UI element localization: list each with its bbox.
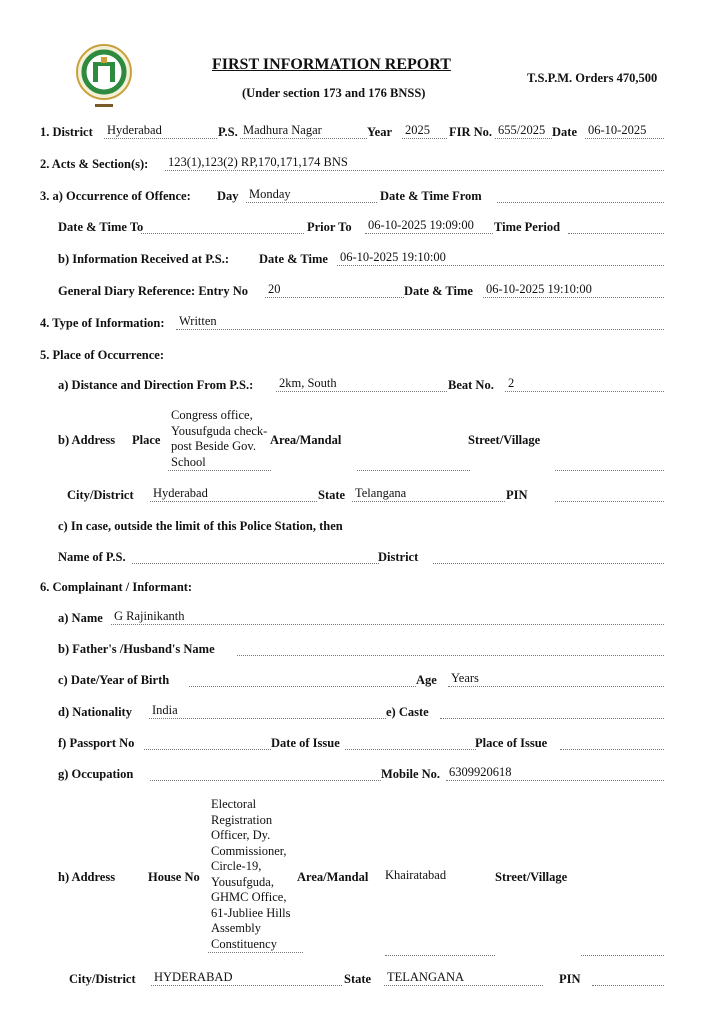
telangana-emblem-icon: [68, 42, 140, 112]
gd-datetime-label: Date & Time: [404, 284, 473, 298]
dob-label: c) Date/Year of Birth: [58, 673, 170, 687]
complainant-area-mandal-label: Area/Mandal: [297, 870, 369, 884]
complainant-state-field[interactable]: TELANGANA: [384, 970, 543, 986]
occupation-field[interactable]: [150, 765, 381, 781]
complainant-pin-label: PIN: [559, 972, 581, 986]
street-village-label: Street/Village: [468, 433, 541, 447]
info-received-datetime-field[interactable]: 06-10-2025 19:10:00: [337, 250, 664, 266]
time-period-field[interactable]: [568, 218, 664, 234]
complainant-label: 6. Complainant / Informant:: [40, 580, 193, 594]
ps-field[interactable]: Madhura Nagar: [240, 123, 367, 139]
other-district-label: District: [378, 550, 419, 564]
acts-sections-label: 2. Acts & Section(s):: [40, 157, 149, 171]
mobile-no-label: Mobile No.: [381, 767, 441, 781]
pin-field[interactable]: [555, 486, 664, 502]
house-no-label: House No: [148, 870, 200, 884]
type-of-info-label: 4. Type of Information:: [40, 316, 165, 330]
state-field[interactable]: Telangana: [352, 486, 505, 502]
address-label: b) Address: [58, 433, 116, 447]
orders-reference: T.S.P.M. Orders 470,500: [527, 71, 658, 85]
age-label: Age: [416, 673, 437, 687]
complainant-street-village-field[interactable]: [581, 940, 664, 956]
date-time-to-field[interactable]: [141, 218, 304, 234]
date-of-issue-label: Date of Issue: [271, 736, 340, 750]
info-received-label: b) Information Received at P.S.:: [58, 252, 230, 266]
complainant-address-label: h) Address: [58, 870, 116, 884]
mobile-no-field[interactable]: 6309920618: [446, 765, 664, 781]
type-of-info-field[interactable]: Written: [176, 314, 664, 330]
house-no-field[interactable]: Electoral Registration Officer, Dy. Commissioner, Circle-19, Yousufguda, GHMC Office, 61-Jubliee Hills Assembly Constituency: [208, 797, 303, 953]
name-label: a) Name: [58, 611, 103, 625]
complainant-city-district-field[interactable]: HYDERABAD: [151, 970, 342, 986]
info-received-datetime-label: Date & Time: [259, 252, 328, 266]
area-mandal-label: Area/Mandal: [270, 433, 342, 447]
gd-datetime-field[interactable]: 06-10-2025 19:10:00: [483, 282, 664, 298]
complainant-state-label: State: [344, 972, 372, 986]
city-district-label: City/District: [67, 488, 134, 502]
prior-to-field[interactable]: 06-10-2025 19:09:00: [365, 218, 493, 234]
place-of-issue-label: Place of Issue: [475, 736, 548, 750]
place-of-issue-field[interactable]: [560, 734, 664, 750]
complainant-area-mandal-value: Khairatabad: [385, 868, 447, 882]
date-time-from-field[interactable]: [497, 187, 664, 203]
date-time-from-label: Date & Time From: [380, 189, 482, 203]
prior-to-label: Prior To: [307, 220, 352, 234]
day-field[interactable]: Monday: [246, 187, 377, 203]
district-label: 1. District: [40, 125, 93, 139]
father-husband-name-field[interactable]: [237, 640, 664, 656]
other-district-field[interactable]: [433, 548, 664, 564]
district-field[interactable]: Hyderabad: [104, 123, 217, 139]
complainant-city-district-label: City/District: [69, 972, 136, 986]
age-field[interactable]: Years: [448, 671, 664, 687]
date-field[interactable]: 06-10-2025: [585, 123, 664, 139]
year-field[interactable]: 2025: [402, 123, 447, 139]
gd-entry-label: General Diary Reference: Entry No: [58, 284, 248, 298]
fir-no-label: FIR No.: [449, 125, 493, 139]
day-label: Day: [217, 189, 239, 203]
caste-field[interactable]: [440, 703, 664, 719]
father-husband-name-label: b) Father's /Husband's Name: [58, 642, 215, 656]
complainant-area-mandal-field[interactable]: [385, 940, 495, 956]
fir-no-field[interactable]: 655/2025: [495, 123, 552, 139]
passport-no-label: f) Passport No: [58, 736, 135, 750]
document-subtitle: (Under section 173 and 176 BNSS): [242, 86, 426, 100]
city-district-field[interactable]: Hyderabad: [150, 486, 317, 502]
date-time-to-label: Date & Time To: [58, 220, 144, 234]
date-label: Date: [552, 125, 577, 139]
date-of-issue-field[interactable]: [345, 734, 476, 750]
place-of-occurrence-label: 5. Place of Occurrence:: [40, 348, 165, 362]
street-village-field[interactable]: [555, 455, 664, 471]
pin-label: PIN: [506, 488, 528, 502]
occurrence-label: 3. a) Occurrence of Offence:: [40, 189, 191, 203]
complainant-street-village-label: Street/Village: [495, 870, 568, 884]
area-mandal-field[interactable]: [357, 455, 470, 471]
nationality-field[interactable]: India: [149, 703, 386, 719]
beat-no-field[interactable]: 2: [505, 376, 664, 392]
time-period-label: Time Period: [494, 220, 561, 234]
outside-limit-label: c) In case, outside the limit of this Police Station, then: [58, 519, 343, 533]
passport-no-field[interactable]: [144, 734, 271, 750]
document-title: FIRST INFORMATION REPORT: [212, 56, 451, 73]
occupation-label: g) Occupation: [58, 767, 134, 781]
complainant-pin-field[interactable]: [592, 970, 664, 986]
distance-direction-label: a) Distance and Direction From P.S.:: [58, 378, 254, 392]
caste-label: e) Caste: [386, 705, 429, 719]
gd-entry-field[interactable]: 20: [265, 282, 404, 298]
year-label: Year: [367, 125, 392, 139]
ps-label: P.S.: [218, 125, 238, 139]
nationality-label: d) Nationality: [58, 705, 132, 719]
place-field[interactable]: Congress office, Yousufguda check-post Beside Gov. School: [168, 408, 271, 471]
name-field[interactable]: G Rajinikanth: [111, 609, 664, 625]
name-of-ps-label: Name of P.S.: [58, 550, 126, 564]
dob-field[interactable]: [189, 671, 416, 687]
name-of-ps-field[interactable]: [132, 548, 379, 564]
state-label: State: [318, 488, 346, 502]
place-label: Place: [132, 433, 161, 447]
distance-direction-field[interactable]: 2km, South: [276, 376, 447, 392]
beat-no-label: Beat No.: [448, 378, 494, 392]
acts-sections-field[interactable]: 123(1),123(2) RP,170,171,174 BNS: [165, 155, 664, 171]
